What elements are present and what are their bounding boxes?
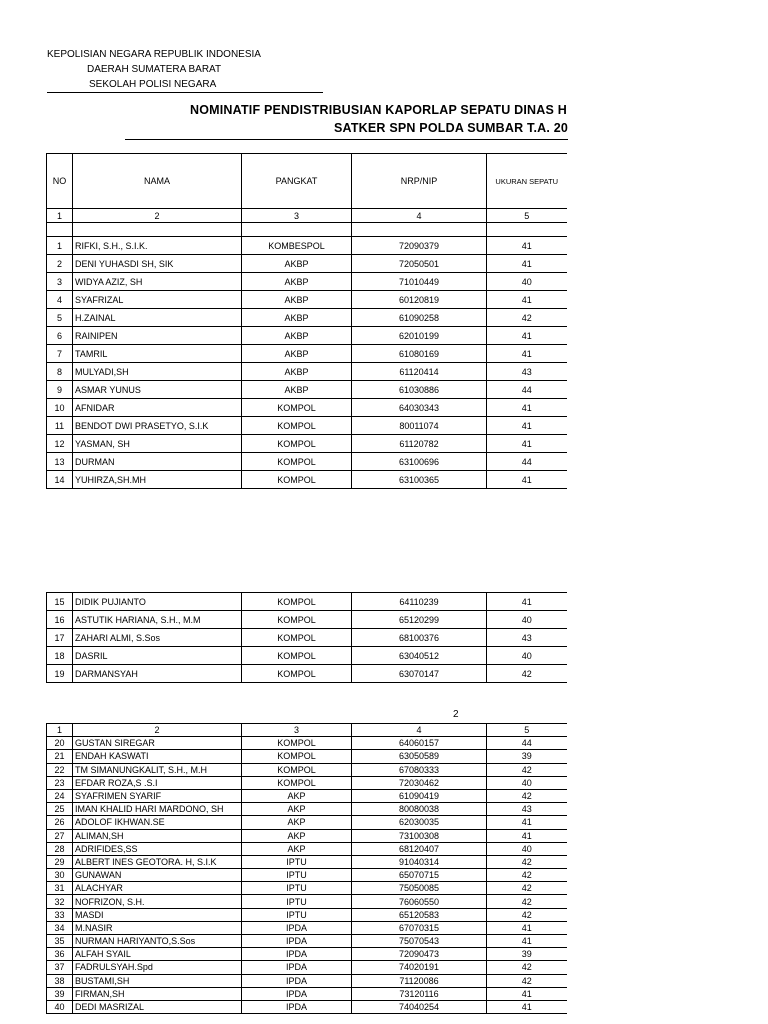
- member-rank: IPDA: [242, 1000, 352, 1013]
- shoe-size: 41: [487, 1000, 567, 1013]
- member-nrp: 61090419: [352, 789, 487, 802]
- shoe-size: 41: [487, 829, 567, 842]
- shoe-size: 41: [487, 417, 567, 435]
- member-name: FADRULSYAH.Spd: [73, 961, 242, 974]
- member-name: SYAFRIZAL: [73, 291, 242, 309]
- table-row: [47, 345, 567, 363]
- member-rank: AKBP: [242, 363, 352, 381]
- table-row: [47, 435, 567, 453]
- table-row: [47, 882, 567, 895]
- shoe-size: 44: [487, 737, 567, 750]
- table-row: [47, 593, 567, 611]
- member-rank: IPDA: [242, 987, 352, 1000]
- region-name: DAERAH SUMATERA BARAT: [87, 64, 222, 75]
- row-number: 31: [47, 882, 73, 895]
- member-nrp: 60120819: [352, 291, 487, 309]
- member-name: ADRIFIDES,SS: [73, 842, 242, 855]
- shoe-size: 41: [487, 345, 567, 363]
- member-name: GUSTAN SIREGAR: [73, 737, 242, 750]
- table-row: [47, 763, 567, 776]
- row-number: 10: [47, 399, 73, 417]
- member-nrp: 63070147: [352, 665, 487, 683]
- row-number: 2: [47, 255, 73, 273]
- colnum-3: 3: [242, 209, 352, 223]
- member-nrp: 62030035: [352, 816, 487, 829]
- shoe-size: 41: [487, 816, 567, 829]
- shoe-size: 42: [487, 789, 567, 802]
- member-name: DASRIL: [73, 647, 242, 665]
- shoe-size: 43: [487, 803, 567, 816]
- row-number: 15: [47, 593, 73, 611]
- table-row: [47, 935, 567, 948]
- member-rank: KOMPOL: [242, 593, 352, 611]
- row-number: 36: [47, 948, 73, 961]
- shoe-size: 42: [487, 882, 567, 895]
- member-nrp: 67070315: [352, 921, 487, 934]
- row-number: 29: [47, 855, 73, 868]
- member-nrp: 61080169: [352, 345, 487, 363]
- shoe-size: 39: [487, 750, 567, 763]
- member-rank: IPDA: [242, 961, 352, 974]
- member-name: GUNAWAN: [73, 869, 242, 882]
- shoe-size: 40: [487, 647, 567, 665]
- colnum-2: 2: [73, 724, 242, 737]
- header-ukuran: UKURAN SEPATU: [487, 154, 567, 209]
- nominative-table-section2: [46, 592, 567, 683]
- shoe-size: 41: [487, 435, 567, 453]
- shoe-size: 41: [487, 327, 567, 345]
- member-nrp: 74020191: [352, 961, 487, 974]
- member-rank: AKP: [242, 842, 352, 855]
- shoe-size: 42: [487, 961, 567, 974]
- table-row: [47, 647, 567, 665]
- member-rank: AKBP: [242, 381, 352, 399]
- org-name: KEPOLISIAN NEGARA REPUBLIK INDONESIA: [47, 49, 261, 60]
- table-row: [47, 855, 567, 868]
- member-name: YUHIRZA,SH.MH: [73, 471, 242, 489]
- row-number: 23: [47, 776, 73, 789]
- member-nrp: 68120407: [352, 842, 487, 855]
- shoe-size: 42: [487, 974, 567, 987]
- row-number: 25: [47, 803, 73, 816]
- row-number: 21: [47, 750, 73, 763]
- shoe-size: 42: [487, 309, 567, 327]
- member-nrp: 64110239: [352, 593, 487, 611]
- member-nrp: 62010199: [352, 327, 487, 345]
- member-rank: KOMPOL: [242, 629, 352, 647]
- member-name: SYAFRIMEN SYARIF: [73, 789, 242, 802]
- member-nrp: 63040512: [352, 647, 487, 665]
- table-header-row: [47, 154, 567, 209]
- table-row: [47, 309, 567, 327]
- shoe-size: 41: [487, 471, 567, 489]
- table-row: [47, 665, 567, 683]
- member-name: ASTUTIK HARIANA, S.H., M.M: [73, 611, 242, 629]
- nominative-table-section1: [46, 153, 567, 489]
- member-name: DURMAN: [73, 453, 242, 471]
- table-row: [47, 829, 567, 842]
- shoe-size: 40: [487, 611, 567, 629]
- member-rank: KOMBESPOL: [242, 237, 352, 255]
- member-nrp: 80080038: [352, 803, 487, 816]
- shoe-size: 40: [487, 273, 567, 291]
- member-name: ENDAH KASWATI: [73, 750, 242, 763]
- member-nrp: 61030886: [352, 381, 487, 399]
- member-name: M.NASIR: [73, 921, 242, 934]
- table-row: [47, 611, 567, 629]
- member-nrp: 80011074: [352, 417, 487, 435]
- row-number: 38: [47, 974, 73, 987]
- shoe-size: 42: [487, 869, 567, 882]
- member-name: TAMRIL: [73, 345, 242, 363]
- row-number: 20: [47, 737, 73, 750]
- shoe-size: 41: [487, 987, 567, 1000]
- row-number: 35: [47, 935, 73, 948]
- title-underline: [125, 139, 568, 140]
- row-number: 5: [47, 309, 73, 327]
- shoe-size: 44: [487, 453, 567, 471]
- table-row: [47, 776, 567, 789]
- row-number: 9: [47, 381, 73, 399]
- shoe-size: 40: [487, 842, 567, 855]
- member-nrp: 73120116: [352, 987, 487, 1000]
- school-name: SEKOLAH POLISI NEGARA: [89, 79, 217, 90]
- member-rank: IPTU: [242, 855, 352, 868]
- member-rank: IPTU: [242, 869, 352, 882]
- member-rank: AKBP: [242, 345, 352, 363]
- table-row: [47, 803, 567, 816]
- shoe-size: 43: [487, 629, 567, 647]
- column-number-row: [47, 209, 567, 223]
- header-pangkat: PANGKAT: [242, 154, 352, 209]
- shoe-size: 44: [487, 381, 567, 399]
- blank-cell: [73, 223, 242, 237]
- member-nrp: 72030462: [352, 776, 487, 789]
- table-row: [47, 327, 567, 345]
- member-nrp: 72090379: [352, 237, 487, 255]
- row-number: 1: [47, 237, 73, 255]
- shoe-size: 41: [487, 921, 567, 934]
- row-number: 4: [47, 291, 73, 309]
- member-nrp: 75070543: [352, 935, 487, 948]
- member-rank: KOMPOL: [242, 763, 352, 776]
- member-nrp: 64060157: [352, 737, 487, 750]
- member-rank: AKBP: [242, 309, 352, 327]
- member-nrp: 72090473: [352, 948, 487, 961]
- blank-row: [47, 223, 567, 237]
- member-name: ZAHARI ALMI, S.Sos: [73, 629, 242, 647]
- row-number: 18: [47, 647, 73, 665]
- table-row: [47, 895, 567, 908]
- member-nrp: 71120086: [352, 974, 487, 987]
- member-nrp: 63100696: [352, 453, 487, 471]
- page-number: 2: [453, 709, 459, 720]
- member-nrp: 65120299: [352, 611, 487, 629]
- member-nrp: 74040254: [352, 1000, 487, 1013]
- shoe-size: 43: [487, 363, 567, 381]
- row-number: 39: [47, 987, 73, 1000]
- shoe-size: 41: [487, 935, 567, 948]
- table-row: [47, 363, 567, 381]
- row-number: 37: [47, 961, 73, 974]
- header-nama: NAMA: [73, 154, 242, 209]
- shoe-size: 42: [487, 763, 567, 776]
- colnum-1: 1: [47, 209, 73, 223]
- member-name: ALIMAN,SH: [73, 829, 242, 842]
- table-row: [47, 291, 567, 309]
- header-underline: [47, 92, 323, 93]
- row-number: 19: [47, 665, 73, 683]
- row-number: 13: [47, 453, 73, 471]
- table-row: [47, 961, 567, 974]
- member-nrp: 75050085: [352, 882, 487, 895]
- table-row: [47, 1000, 567, 1013]
- colnum-3: 3: [242, 724, 352, 737]
- table-row: [47, 816, 567, 829]
- row-number: 33: [47, 908, 73, 921]
- row-number: 12: [47, 435, 73, 453]
- member-rank: IPDA: [242, 974, 352, 987]
- shoe-size: 41: [487, 291, 567, 309]
- colnum-5: 5: [487, 724, 567, 737]
- colnum-4: 4: [352, 209, 487, 223]
- shoe-size: 42: [487, 895, 567, 908]
- document-title-line1: NOMINATIF PENDISTRIBUSIAN KAPORLAP SEPATU DINAS H: [190, 103, 567, 117]
- header-nrp: NRP/NIP: [352, 154, 487, 209]
- table-row: [47, 948, 567, 961]
- row-number: 11: [47, 417, 73, 435]
- member-nrp: 73100308: [352, 829, 487, 842]
- member-nrp: 61120782: [352, 435, 487, 453]
- member-name: ALACHYAR: [73, 882, 242, 895]
- row-number: 40: [47, 1000, 73, 1013]
- table-row: [47, 789, 567, 802]
- member-name: MASDI: [73, 908, 242, 921]
- member-name: WIDYA AZIZ, SH: [73, 273, 242, 291]
- member-nrp: 63050589: [352, 750, 487, 763]
- member-rank: KOMPOL: [242, 665, 352, 683]
- shoe-size: 42: [487, 665, 567, 683]
- blank-cell: [47, 223, 73, 237]
- member-nrp: 65070715: [352, 869, 487, 882]
- member-rank: KOMPOL: [242, 399, 352, 417]
- member-name: NURMAN HARIYANTO,S.Sos: [73, 935, 242, 948]
- member-name: DENI YUHASDI SH, SIK: [73, 255, 242, 273]
- row-number: 14: [47, 471, 73, 489]
- member-rank: IPDA: [242, 921, 352, 934]
- table-row: [47, 417, 567, 435]
- table-row: [47, 974, 567, 987]
- member-nrp: 91040314: [352, 855, 487, 868]
- row-number: 26: [47, 816, 73, 829]
- member-name: EFDAR ROZA,S .S.I: [73, 776, 242, 789]
- member-name: ADOLOF IKHWAN.SE: [73, 816, 242, 829]
- member-nrp: 72050501: [352, 255, 487, 273]
- member-name: BENDOT DWI PRASETYO, S.I.K: [73, 417, 242, 435]
- shoe-size: 41: [487, 255, 567, 273]
- member-name: H.ZAINAL: [73, 309, 242, 327]
- member-name: RIFKI, S.H., S.I.K.: [73, 237, 242, 255]
- member-rank: KOMPOL: [242, 776, 352, 789]
- member-rank: IPTU: [242, 908, 352, 921]
- member-rank: AKBP: [242, 273, 352, 291]
- row-number: 30: [47, 869, 73, 882]
- member-name: ALFAH SYAIL: [73, 948, 242, 961]
- member-rank: AKBP: [242, 327, 352, 345]
- member-name: AFNIDAR: [73, 399, 242, 417]
- table-row: [47, 273, 567, 291]
- row-number: 16: [47, 611, 73, 629]
- member-name: ASMAR YUNUS: [73, 381, 242, 399]
- row-number: 3: [47, 273, 73, 291]
- member-rank: KOMPOL: [242, 471, 352, 489]
- shoe-size: 41: [487, 593, 567, 611]
- member-nrp: 63100365: [352, 471, 487, 489]
- table-row: [47, 869, 567, 882]
- blank-cell: [487, 223, 567, 237]
- table-row: [47, 453, 567, 471]
- row-number: 17: [47, 629, 73, 647]
- member-name: NOFRIZON, S.H.: [73, 895, 242, 908]
- table-row: [47, 629, 567, 647]
- member-nrp: 76060550: [352, 895, 487, 908]
- member-rank: AKBP: [242, 255, 352, 273]
- colnum-5: 5: [487, 209, 567, 223]
- member-rank: KOMPOL: [242, 611, 352, 629]
- member-rank: AKP: [242, 803, 352, 816]
- table-row: [47, 381, 567, 399]
- document-title-line2: SATKER SPN POLDA SUMBAR T.A. 20: [334, 121, 569, 135]
- member-rank: KOMPOL: [242, 750, 352, 763]
- member-rank: IPDA: [242, 935, 352, 948]
- table-row: [47, 255, 567, 273]
- member-name: TM SIMANUNGKALIT, S.H., M.H: [73, 763, 242, 776]
- blank-cell: [352, 223, 487, 237]
- shoe-size: 41: [487, 399, 567, 417]
- member-name: FIRMAN,SH: [73, 987, 242, 1000]
- member-name: ALBERT INES GEOTORA. H, S.I.K: [73, 855, 242, 868]
- member-name: DARMANSYAH: [73, 665, 242, 683]
- member-name: RAINIPEN: [73, 327, 242, 345]
- member-nrp: 61120414: [352, 363, 487, 381]
- table-row: [47, 987, 567, 1000]
- member-rank: IPDA: [242, 948, 352, 961]
- shoe-size: 42: [487, 908, 567, 921]
- member-name: YASMAN, SH: [73, 435, 242, 453]
- shoe-size: 39: [487, 948, 567, 961]
- member-nrp: 65120583: [352, 908, 487, 921]
- member-rank: KOMPOL: [242, 647, 352, 665]
- row-number: 32: [47, 895, 73, 908]
- member-nrp: 64030343: [352, 399, 487, 417]
- table-row: [47, 921, 567, 934]
- row-number: 28: [47, 842, 73, 855]
- table-row: [47, 750, 567, 763]
- table-row: [47, 471, 567, 489]
- colnum-2: 2: [73, 209, 242, 223]
- table-row: [47, 237, 567, 255]
- member-name: DEDI MASRIZAL: [73, 1000, 242, 1013]
- row-number: 8: [47, 363, 73, 381]
- member-rank: AKBP: [242, 291, 352, 309]
- table-row: [47, 399, 567, 417]
- member-rank: IPTU: [242, 882, 352, 895]
- member-nrp: 71010449: [352, 273, 487, 291]
- member-rank: KOMPOL: [242, 453, 352, 471]
- member-name: MULYADI,SH: [73, 363, 242, 381]
- header-no: NO: [47, 154, 73, 209]
- shoe-size: 42: [487, 855, 567, 868]
- row-number: 7: [47, 345, 73, 363]
- colnum-4: 4: [352, 724, 487, 737]
- member-name: IMAN KHALID HARI MARDONO, SH: [73, 803, 242, 816]
- table-row: [47, 908, 567, 921]
- nominative-table-section3: [46, 723, 567, 1014]
- blank-cell: [242, 223, 352, 237]
- member-name: DIDIK PUJIANTO: [73, 593, 242, 611]
- row-number: 34: [47, 921, 73, 934]
- member-nrp: 68100376: [352, 629, 487, 647]
- row-number: 27: [47, 829, 73, 842]
- row-number: 6: [47, 327, 73, 345]
- member-name: BUSTAMI,SH: [73, 974, 242, 987]
- member-rank: KOMPOL: [242, 417, 352, 435]
- member-rank: KOMPOL: [242, 435, 352, 453]
- colnum-1: 1: [47, 724, 73, 737]
- column-number-row: [47, 724, 567, 737]
- member-rank: AKP: [242, 829, 352, 842]
- member-rank: IPTU: [242, 895, 352, 908]
- row-number: 22: [47, 763, 73, 776]
- row-number: 24: [47, 789, 73, 802]
- member-rank: AKP: [242, 789, 352, 802]
- member-nrp: 61090258: [352, 309, 487, 327]
- shoe-size: 41: [487, 237, 567, 255]
- table-row: [47, 737, 567, 750]
- member-rank: AKP: [242, 816, 352, 829]
- shoe-size: 40: [487, 776, 567, 789]
- member-nrp: 67080333: [352, 763, 487, 776]
- member-rank: KOMPOL: [242, 737, 352, 750]
- table-row: [47, 842, 567, 855]
